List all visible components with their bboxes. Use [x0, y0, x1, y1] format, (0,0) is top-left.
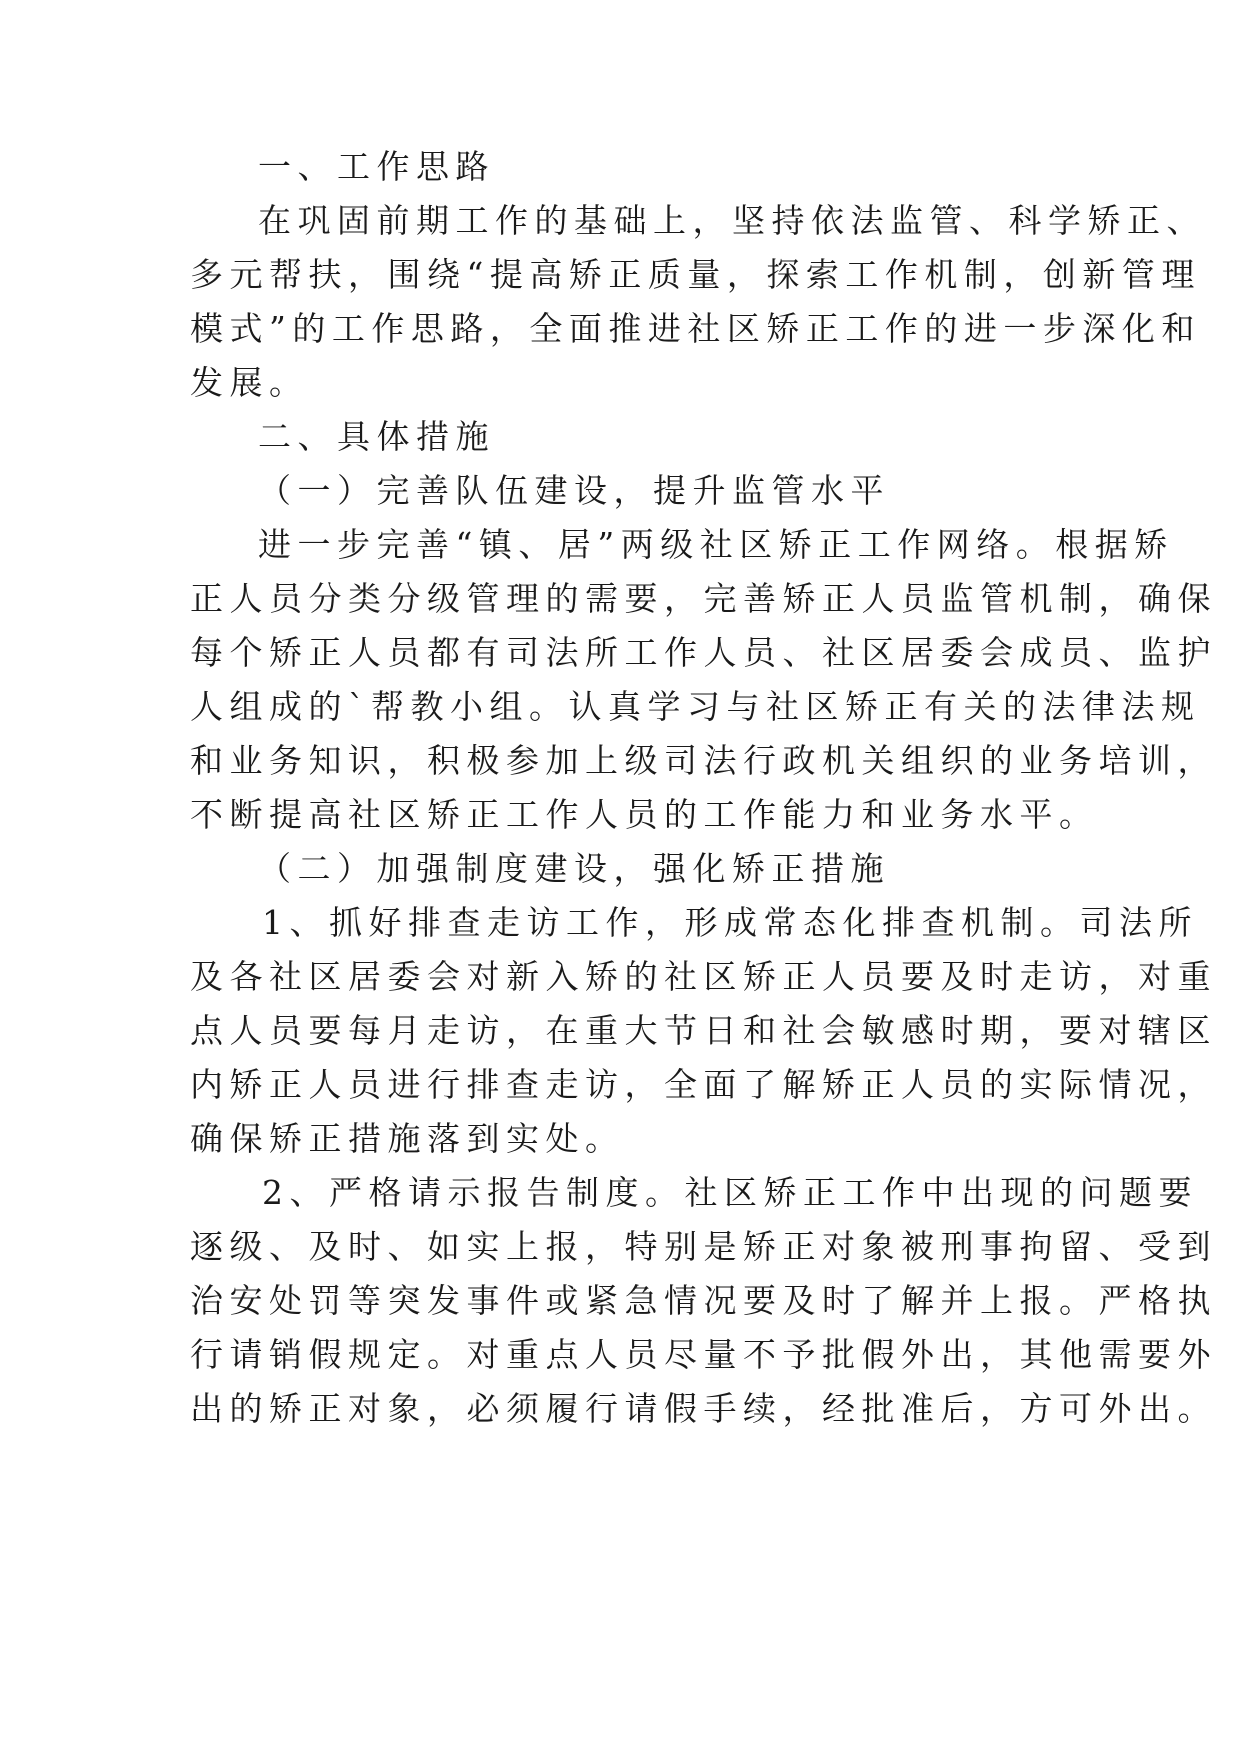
paragraph-line: 及各社区居委会对新入矫的社区矫正人员要及时走访，对重	[190, 957, 1217, 996]
paragraph-line: 治安处罚等突发事件或紧急情况要及时了解并上报。严格执	[190, 1281, 1217, 1320]
paragraph-line: 逐级、及时、如实上报，特别是矫正对象被刑事拘留、受到	[190, 1227, 1217, 1266]
paragraph-line: 不断提高社区矫正工作人员的工作能力和业务水平。	[190, 795, 1099, 834]
paragraph-line: 人组成的`帮教小组。认真学习与社区矫正有关的法律法规	[190, 687, 1201, 726]
paragraph-line: 确保矫正措施落到实处。	[190, 1119, 625, 1158]
paragraph-line: 在巩固前期工作的基础上，坚持依法监管、科学矫正、	[258, 201, 1206, 240]
subsection-heading-team: （一）完善队伍建设，提升监管水平	[258, 471, 890, 510]
paragraph-line: 进一步完善“镇、居”两级社区矫正工作网络。根据矫	[258, 525, 1174, 564]
paragraph-line: 和业务知识，积极参加上级司法行政机关组织的业务培训，	[190, 741, 1217, 780]
paragraph-line: 内矫正人员进行排查走访，全面了解矫正人员的实际情况，	[190, 1065, 1217, 1104]
paragraph-line: 正人员分类分级管理的需要，完善矫正人员监管机制，确保	[190, 579, 1217, 618]
paragraph-line: 发展。	[190, 363, 309, 402]
section-heading-measures: 二、具体措施	[258, 417, 495, 456]
paragraph-line: 1、抓好排查走访工作，形成常态化排查机制。司法所	[262, 903, 1198, 942]
paragraph-line: 多元帮扶，围绕“提高矫正质量，探索工作机制，创新管理	[190, 255, 1201, 294]
paragraph-line: 2、严格请示报告制度。社区矫正工作中出现的问题要	[262, 1173, 1198, 1212]
paragraph-line: 行请销假规定。对重点人员尽量不予批假外出，其他需要外	[190, 1335, 1217, 1374]
paragraph-line: 每个矫正人员都有司法所工作人员、社区居委会成员、监护	[190, 633, 1217, 672]
paragraph-line: 出的矫正对象，必须履行请假手续，经批准后，方可外出。	[190, 1389, 1217, 1428]
section-heading-work-ideas: 一、工作思路	[258, 147, 495, 186]
paragraph-line: 模式”的工作思路，全面推进社区矫正工作的进一步深化和	[190, 309, 1201, 348]
subsection-heading-system: （二）加强制度建设，强化矫正措施	[258, 849, 890, 888]
paragraph-line: 点人员要每月走访，在重大节日和社会敏感时期，要对辖区	[190, 1011, 1217, 1050]
